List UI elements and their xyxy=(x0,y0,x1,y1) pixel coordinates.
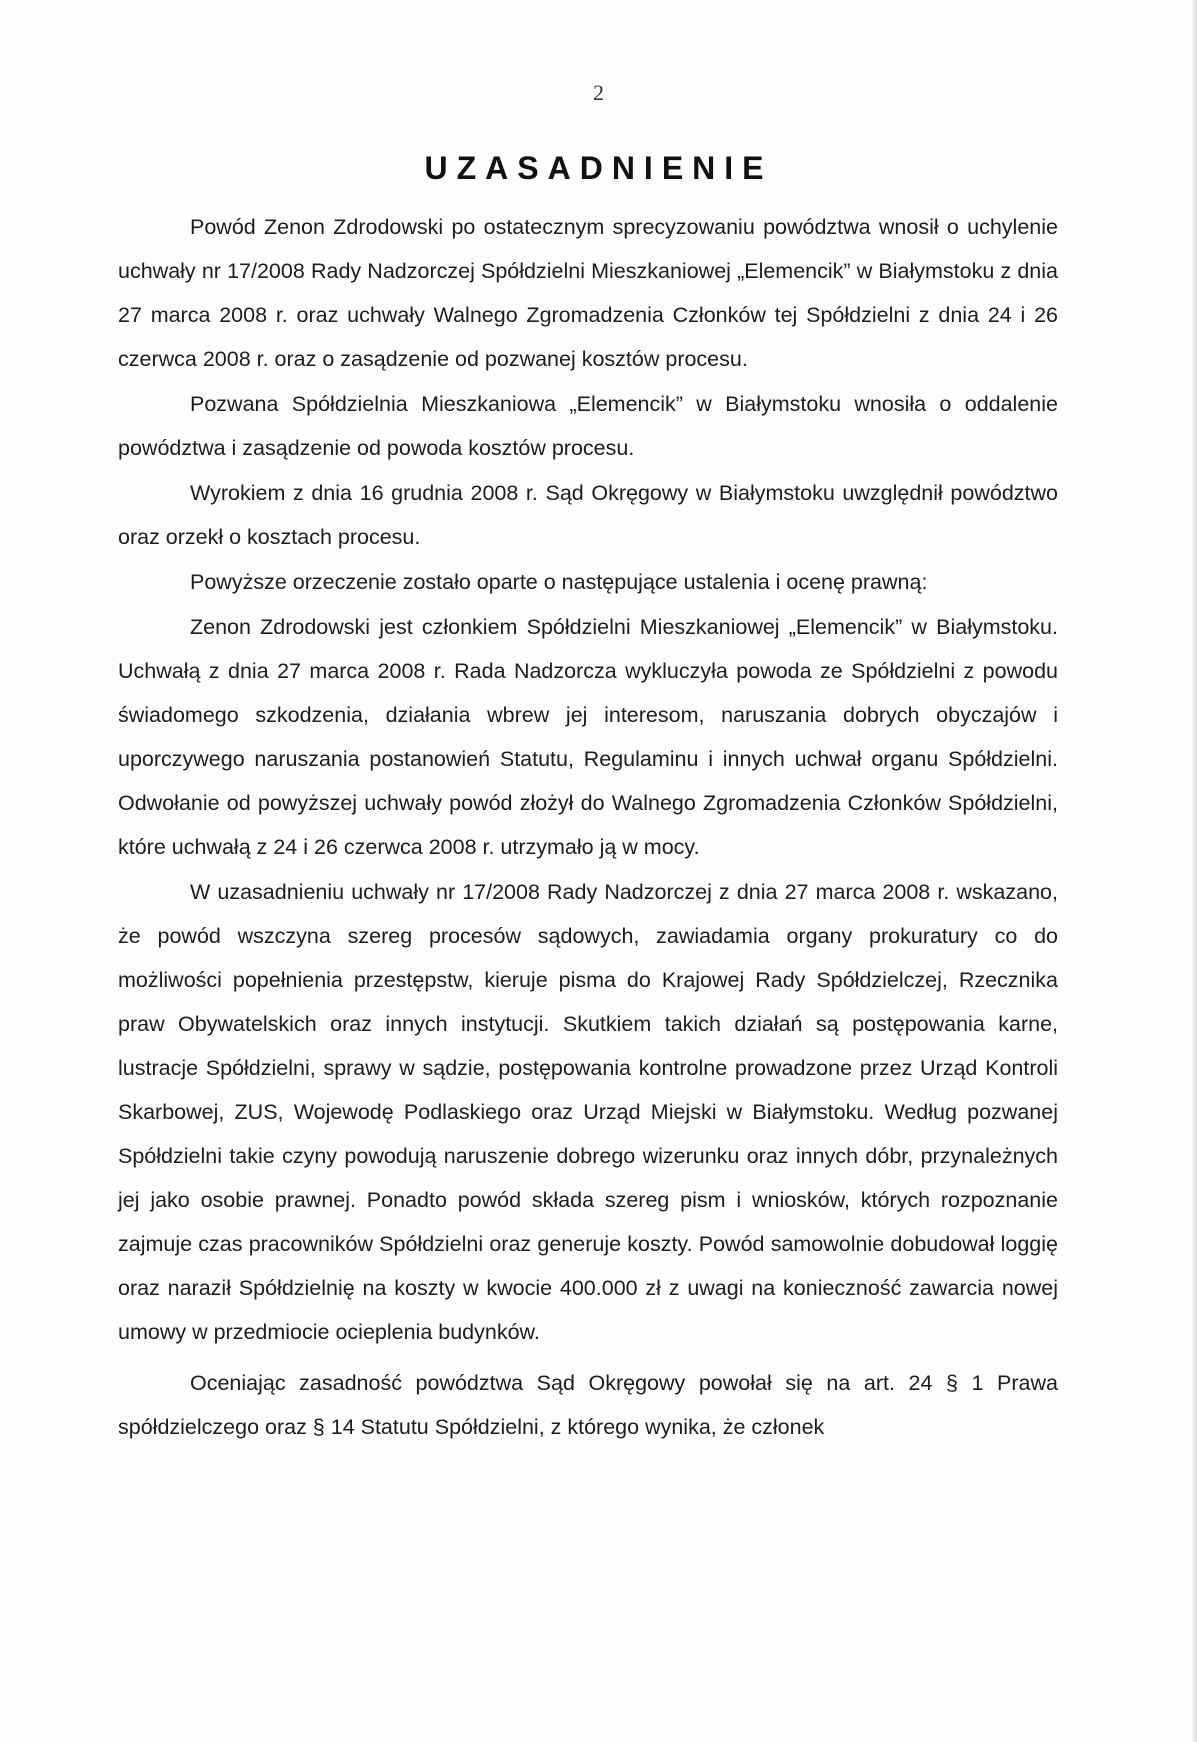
document-title: UZASADNIENIE xyxy=(424,150,773,186)
document-body xyxy=(118,205,1058,1450)
page-number: 2 xyxy=(593,80,604,105)
paragraph-judgment: Wyrokiem z dnia 16 grudnia 2008 r. Sąd Okręgowy w Białymstoku uwzględnił powództwo oraz orzekł o kosztach procesu. xyxy=(118,481,1058,549)
paragraph-facts-membership: Zenon Zdrodowski jest członkiem Spółdzielni Mieszkaniowej „Elemencik” w Białymstoku. Uchwałą z dnia 27 marca 2008 r. Rada Nadzorcza wykluczyła powoda ze Spółdzielni z powodu świadomego szkodzenia, działania wbrew jej interesom, naruszania dobrych obyczajów i uporczywego naruszania postanowień Statutu, Regulaminu i innych uchwał organu Spółdzielni. Odwołanie od powyższej uchwały powód złożył do Walnego Zgromadzenia Członków Spółdzielni, które uchwałą z 24 i 26 czerwca 2008 r. utrzymało ją w mocy. xyxy=(118,615,1058,859)
page-edge-shadow xyxy=(1191,0,1197,1742)
paragraph-resolution-reasons: W uzasadnieniu uchwały nr 17/2008 Rady Nadzorczej z dnia 27 marca 2008 r. wskazano, że powód wszczyna szereg procesów sądowych, zawiadamia organy prokuratury co do możliwości popełnienia przestępstw, kieruje pisma do Krajowej Rady Spółdzielczej, Rzecznika praw Obywatelskich oraz innych instytucji. Skutkiem takich działań są postępowania karne, lustracje Spółdzielni, sprawy w sądzie, postępowania kontrolne prowadzone przez Urząd Kontroli Skarbowej, ZUS, Wojewodę Podlaskiego oraz Urząd Miejski w Białymstoku. Według pozwanej Spółdzielni takie czyny powodują naruszenie dobrego wizerunku oraz innych dóbr, przynależnych jej jako osobie prawnej. Ponadto powód składa szereg pism i wniosków, których rozpoznanie zajmuje czas pracowników Spółdzielni oraz generuje koszty. Powód samowolnie dobudował loggię oraz naraził Spółdzielnię na koszty w kwocie 400.000 zł z uwagi na konieczność zawarcia nowej umowy w przedmiocie ocieplenia budynków. xyxy=(118,880,1058,1344)
paragraph-claim: Powód Zenon Zdrodowski po ostatecznym sprecyzowaniu powództwa wnosił o uchylenie uchwały nr 17/2008 Rady Nadzorczej Spółdzielni Mieszkaniowej „Elemencik” w Białymstoku z dnia 27 marca 2008 r. oraz uchwały Walnego Zgromadzenia Członków tej Spółdzielni z dnia 24 i 26 czerwca 2008 r. oraz o zasądzenie od pozwanej kosztów procesu. xyxy=(118,215,1058,371)
paragraph-defendant-response: Pozwana Spółdzielnia Mieszkaniowa „Elemencik” w Białymstoku wnosiła o oddalenie powództwa i zasądzenie od powoda kosztów procesu. xyxy=(118,392,1058,460)
paragraph-basis-intro: Powyższe orzeczenie zostało oparte o następujące ustalenia i ocenę prawną: xyxy=(190,570,928,594)
paragraph-court-assessment: Oceniając zasadność powództwa Sąd Okręgowy powołał się na art. 24 § 1 Prawa spółdzielczego oraz § 14 Statutu Spółdzielni, z którego wynika, że członek xyxy=(118,1371,1058,1439)
